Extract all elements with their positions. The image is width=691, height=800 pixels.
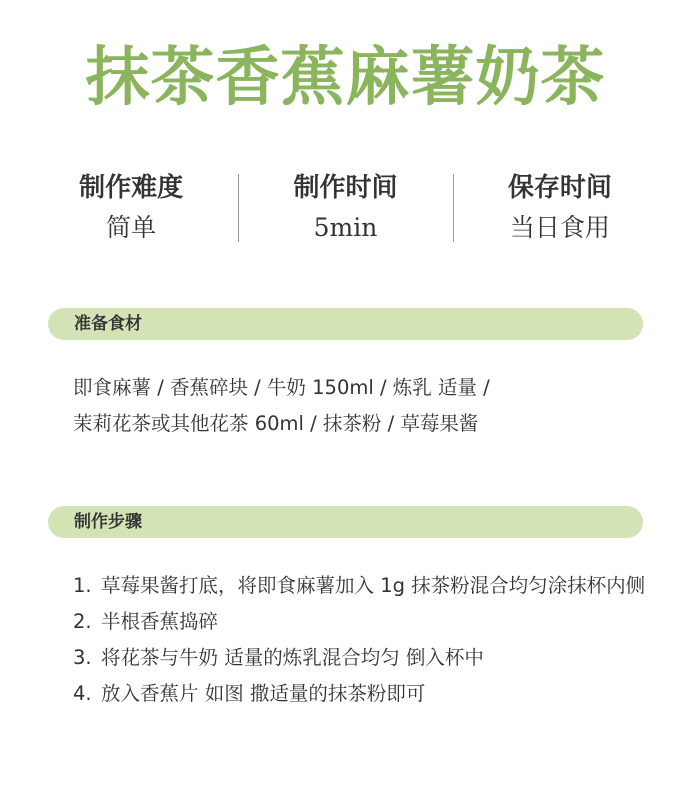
stat-time-label: 制作时间 (293, 173, 398, 203)
ingredients-line: 茉莉花茶或其他花茶 60ml / 抹茶粉 / 草莓果酱 (73, 412, 479, 435)
step-text: 半根香蕉捣碎 (101, 610, 219, 633)
recipe-title: 抹茶香蕉麻薯奶茶 (85, 40, 606, 115)
step-text: 放入香蕉片 如图 撒适量的抹茶粉即可 (101, 682, 426, 705)
step-item (73, 568, 663, 604)
steps-heading: 制作步骤 (48, 506, 643, 538)
step-item (73, 604, 663, 640)
stat-difficulty-label: 制作难度 (79, 173, 184, 203)
stat-storage (453, 168, 667, 250)
step-item (73, 676, 663, 712)
stat-difficulty (24, 168, 238, 250)
stat-time (238, 168, 452, 250)
stat-difficulty-value: 简单 (106, 213, 157, 242)
step-item (73, 640, 663, 676)
ingredients-list (73, 370, 653, 442)
step-number: 4. (73, 682, 92, 705)
step-text: 将花茶与牛奶 适量的炼乳混合均匀 倒入杯中 (101, 646, 484, 669)
ingredients-heading: 准备食材 (48, 308, 643, 340)
stat-storage-value: 当日食用 (509, 213, 610, 242)
stat-storage-label: 保存时间 (507, 173, 612, 203)
step-number: 1. (73, 574, 92, 597)
ingredients-line: 即食麻薯 / 香蕉碎块 / 牛奶 150ml / 炼乳 适量 / (73, 376, 490, 399)
steps-list (73, 568, 663, 712)
stat-time-value: 5min (313, 213, 378, 242)
recipe-stats (24, 168, 667, 250)
step-number: 3. (73, 646, 92, 669)
step-number: 2. (73, 610, 92, 633)
step-text: 草莓果酱打底，将即食麻薯加入 1g 抹茶粉混合均匀涂抹杯内侧 (101, 574, 646, 597)
